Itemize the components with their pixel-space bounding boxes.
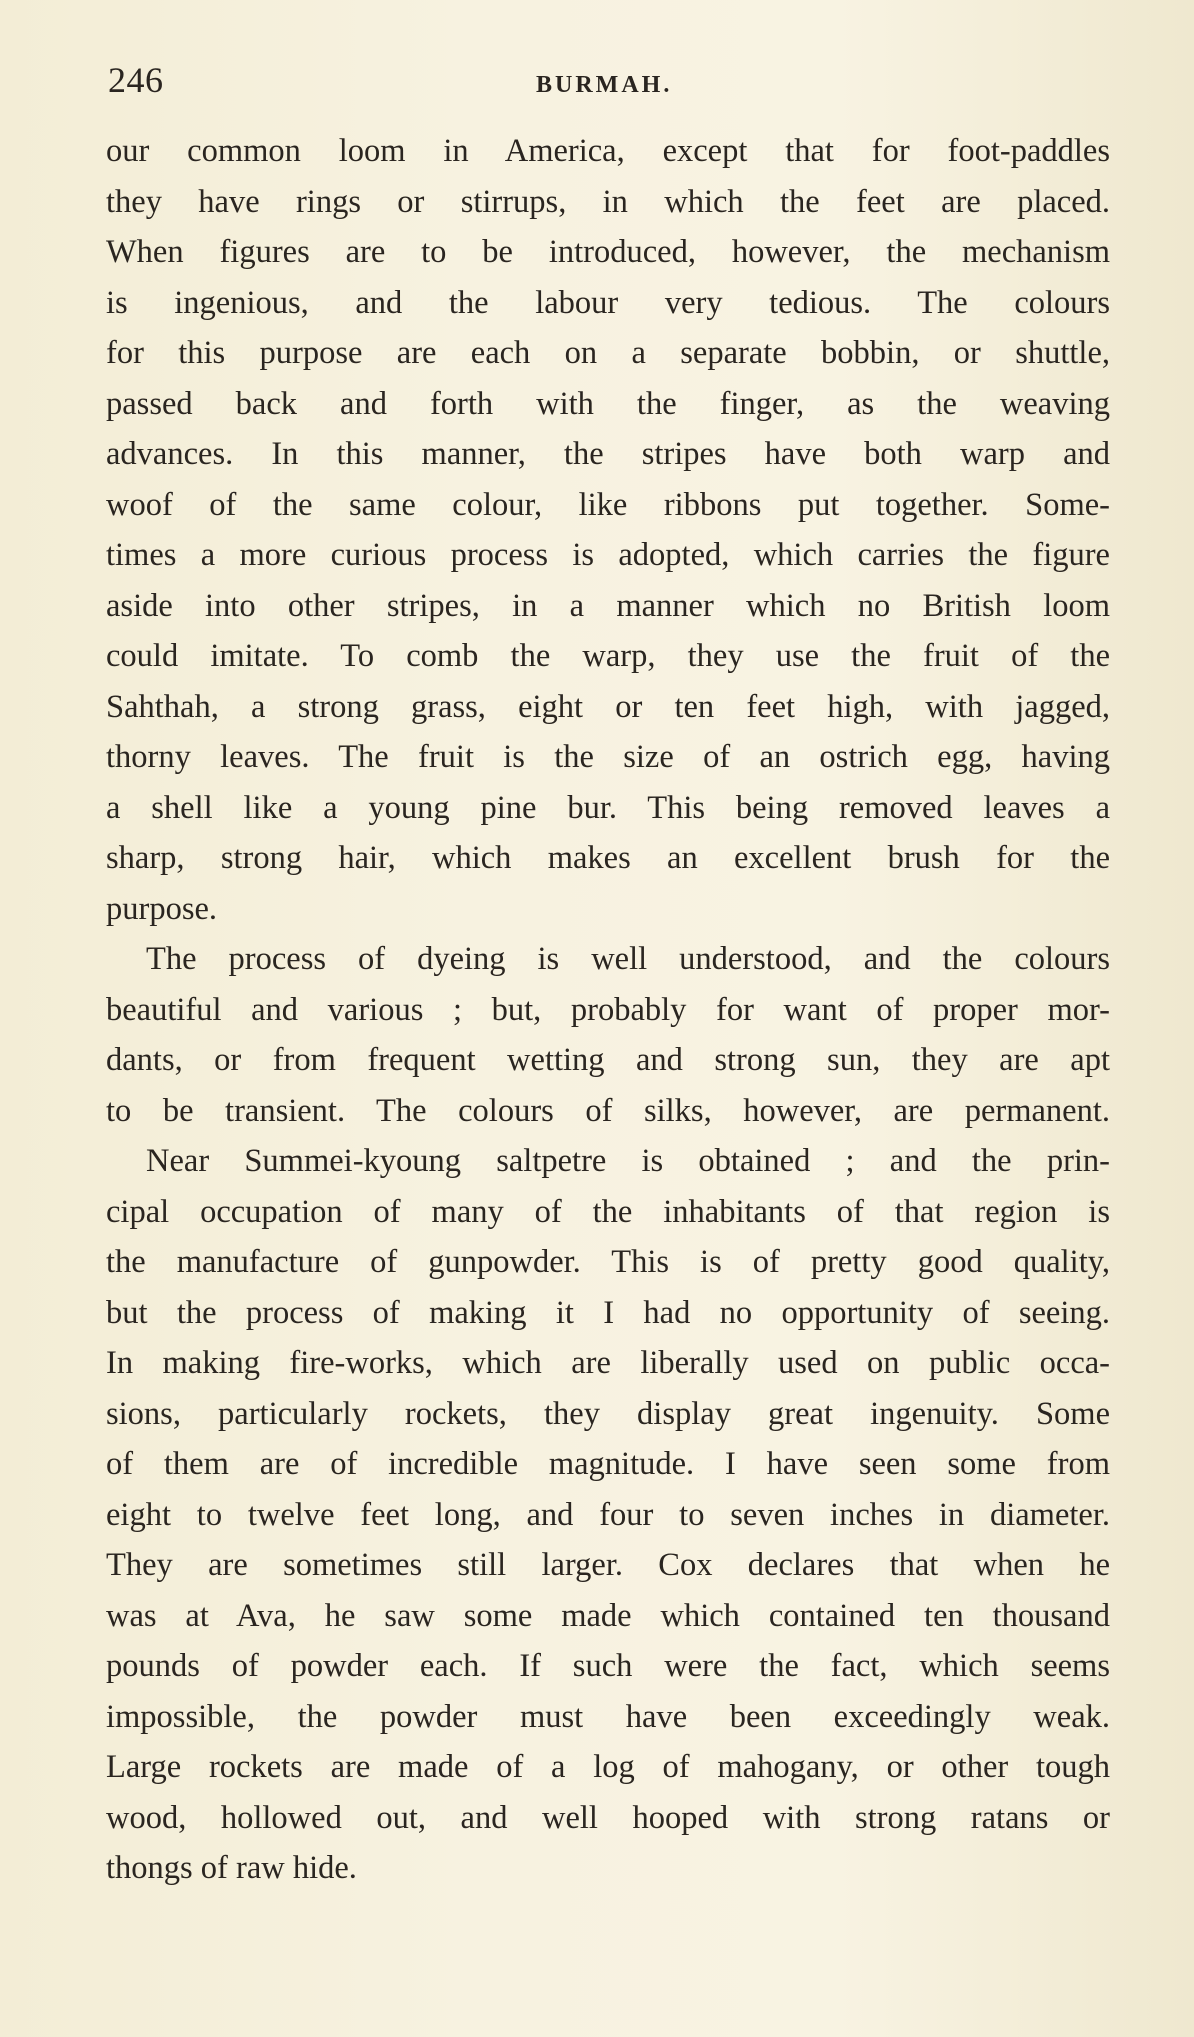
text-line: impossible, the powder must have been exceedingly weak. [106,1698,1110,1735]
text-line: woof of the same colour, like ribbons put together. Some- [106,486,1110,523]
text-line: When figures are to be introduced, however, the mechanism [106,234,1110,270]
text-line: aside into other stripes, in a manner which no British loom [106,587,1110,624]
page-header [108,58,1108,108]
text-line: the manufacture of gunpowder. This is of pretty good quality, [106,1244,1110,1280]
text-line: cipal occupation of many of the inhabitants of that region is [106,1193,1110,1230]
text-line: purpose. [106,890,218,927]
text-line: They are sometimes still larger. Cox declares that when he [106,1547,1110,1583]
text-line: a shell like a young pine bur. This being removed leaves a [106,789,1110,826]
text-line: to be transient. The colours of silks, however, are permanent. [106,1092,1110,1129]
text-line: advances. In this manner, the stripes have both warp and [106,436,1110,472]
text-line: The process of dyeing is well understood, and the colours [146,941,1110,977]
paragraph-1 [106,126,1110,934]
text-line: pounds of powder each. If such were the fact, which seems [106,1648,1110,1684]
text-line: thorny leaves. The fruit is the size of an ostrich egg, having [106,739,1110,775]
text-line: for this purpose are each on a separate bobbin, or shuttle, [106,335,1110,371]
text-line: passed back and forth with the finger, as the weaving [106,385,1110,422]
text-line: beautiful and various ; but, probably for want of proper mor- [106,991,1110,1028]
paragraph-3 [106,1136,1110,1894]
text-line: our common loom in America, except that for foot-paddles [106,133,1110,169]
text-line: Sahthah, a strong grass, eight or ten feet high, with jagged, [106,688,1110,725]
text-line: In making fire-works, which are liberally used on public occa- [106,1345,1110,1381]
text-line: sions, particularly rockets, they display great ingenuity. Some [106,1395,1110,1432]
text-line: dants, or from frequent wetting and strong sun, they are apt [106,1042,1110,1078]
page-number: 246 [108,60,164,100]
running-head: BURMAH. [536,72,673,98]
text-line: of them are of incredible magnitude. I have seen some from [106,1446,1110,1482]
text-line: they have rings or stirrups, in which the feet are placed. [106,183,1110,220]
text-line: eight to twelve feet long, and four to seven inches in diameter. [106,1496,1110,1533]
text-line: was at Ava, he saw some made which contained ten thousand [106,1597,1110,1634]
text-line: wood, hollowed out, and well hooped with strong ratans or [106,1799,1110,1836]
text-line: times a more curious process is adopted, which carries the figure [106,537,1110,573]
body-text [106,126,1110,1894]
text-line: sharp, strong hair, which makes an excellent brush for the [106,840,1110,876]
text-line: thongs of raw hide. [106,1850,357,1886]
text-line: is ingenious, and the labour very tedious. The colours [106,284,1110,321]
text-line: Near Summei-kyoung saltpetre is obtained ; and the prin- [146,1143,1110,1179]
text-line: Large rockets are made of a log of mahogany, or other tough [106,1749,1110,1785]
text-line: but the process of making it I had no opportunity of seeing. [106,1294,1110,1331]
paragraph-2 [106,934,1110,1136]
text-line: could imitate. To comb the warp, they use the fruit of the [106,638,1110,674]
